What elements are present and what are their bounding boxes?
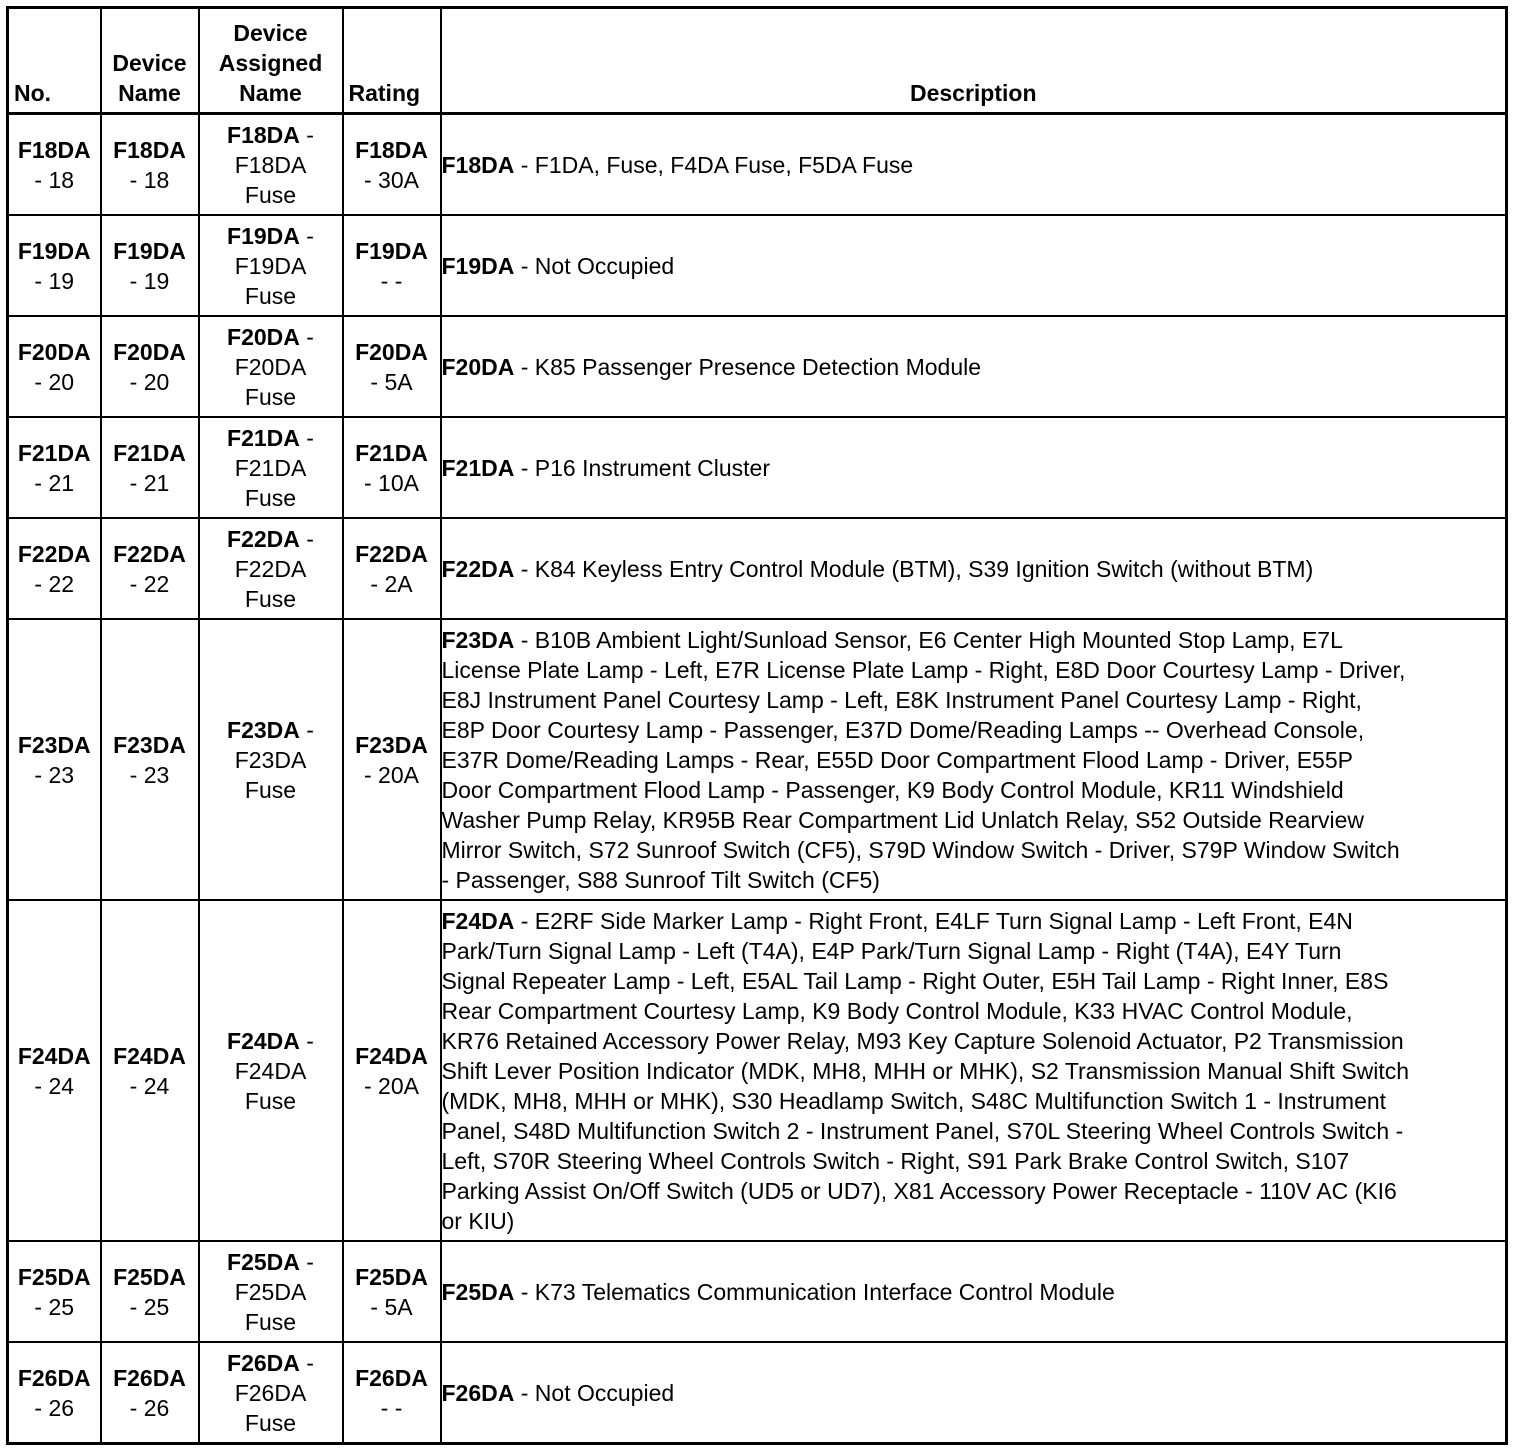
table-row	[8, 316, 1507, 417]
cell-description: F24DA - E2RF Side Marker Lamp - Right Front, E4LF Turn Signal Lamp - Left Front, E4N Park/Turn Signal Lamp - Left (T4A), E4P Park/Turn Signal Lamp - Right (T4A), E4Y Turn Signal Repeater Lamp - Left, E5AL Tail Lamp - Right Outer, E5H Tail Lamp - Right Inner, E8S Rear Compartment Courtesy Lamp, K9 Body Control Module, K33 HVAC Control Module, KR76 Retained Accessory Power Relay, M93 Key Capture Solenoid Actuator, P2 Transmission Shift Lever Position Indicator (MDK, MH8, MHH or MHK), S2 Transmission Manual Shift Switch (MDK, MH8, MHH or MHK), S30 Headlamp Switch, S48C Multifunction Switch 1 - Instrument Panel, S48D Multifunction Switch 2 - Instrument Panel, S70L Steering Wheel Controls Switch - Left, S70R Steering Wheel Controls Switch - Right, S91 Park Brake Control Switch, S107 Parking Assist On/Off Switch (UD5 or UD7), X81 Accessory Power Receptacle - 110V AC (KI6 or KIU)	[441, 900, 1507, 1241]
cell-assigned-name: F19DA - F19DA Fuse	[199, 215, 343, 316]
cell-description: F21DA - P16 Instrument Cluster	[441, 417, 1507, 518]
table-header	[8, 8, 1507, 114]
cell-description: F20DA - K85 Passenger Presence Detection Module	[441, 316, 1507, 417]
cell-device-name: F24DA - 24	[101, 900, 199, 1241]
cell-device-name: F23DA - 23	[101, 619, 199, 900]
cell-rating: F25DA - 5A	[343, 1241, 441, 1342]
table-row	[8, 619, 1507, 900]
cell-rating: F18DA - 30A	[343, 114, 441, 216]
cell-assigned-name: F22DA - F22DA Fuse	[199, 518, 343, 619]
table-row	[8, 215, 1507, 316]
cell-assigned-name: F18DA - F18DA Fuse	[199, 114, 343, 216]
cell-description: F23DA - B10B Ambient Light/Sunload Sensor, E6 Center High Mounted Stop Lamp, E7L License Plate Lamp - Left, E7R License Plate Lamp - Right, E8D Door Courtesy Lamp - Driver, E8J Instrument Panel Courtesy Lamp - Left, E8K Instrument Panel Courtesy Lamp - Right, E8P Door Courtesy Lamp - Passenger, E37D Dome/Reading Lamps -- Overhead Console, E37R Dome/Reading Lamps - Rear, E55D Door Compartment Flood Lamp - Driver, E55P Door Compartment Flood Lamp - Passenger, K9 Body Control Module, KR11 Windshield Washer Pump Relay, KR95B Rear Compartment Lid Unlatch Relay, S52 Outside Rearview Mirror Switch, S72 Sunroof Switch (CF5), S79D Window Switch - Driver, S79P Window Switch - Passenger, S88 Sunroof Tilt Switch (CF5)	[441, 619, 1507, 900]
cell-rating: F21DA - 10A	[343, 417, 441, 518]
cell-rating: F19DA - -	[343, 215, 441, 316]
cell-device-name: F19DA - 19	[101, 215, 199, 316]
cell-assigned-name: F20DA - F20DA Fuse	[199, 316, 343, 417]
header-rating: Rating	[343, 8, 441, 114]
fuse-table	[6, 6, 1508, 1445]
cell-assigned-name: F23DA - F23DA Fuse	[199, 619, 343, 900]
cell-assigned-name: F24DA - F24DA Fuse	[199, 900, 343, 1241]
cell-rating: F24DA - 20A	[343, 900, 441, 1241]
table-row	[8, 518, 1507, 619]
cell-device-name: F22DA - 22	[101, 518, 199, 619]
cell-rating: F26DA - -	[343, 1342, 441, 1444]
cell-rating: F20DA - 5A	[343, 316, 441, 417]
cell-device-name: F25DA - 25	[101, 1241, 199, 1342]
cell-device-name: F18DA - 18	[101, 114, 199, 216]
cell-device-name: F21DA - 21	[101, 417, 199, 518]
cell-description: F18DA - F1DA, Fuse, F4DA Fuse, F5DA Fuse	[441, 114, 1507, 216]
cell-description: F19DA - Not Occupied	[441, 215, 1507, 316]
table-row	[8, 1241, 1507, 1342]
cell-description: F26DA - Not Occupied	[441, 1342, 1507, 1444]
cell-no: F18DA - 18	[8, 114, 101, 216]
cell-no: F26DA - 26	[8, 1342, 101, 1444]
cell-no: F22DA - 22	[8, 518, 101, 619]
cell-no: F20DA - 20	[8, 316, 101, 417]
cell-no: F23DA - 23	[8, 619, 101, 900]
cell-device-name: F20DA - 20	[101, 316, 199, 417]
header-device-name: Device Name	[101, 8, 199, 114]
cell-no: F21DA - 21	[8, 417, 101, 518]
cell-device-name: F26DA - 26	[101, 1342, 199, 1444]
cell-no: F19DA - 19	[8, 215, 101, 316]
table-row	[8, 114, 1507, 216]
header-no: No.	[8, 8, 101, 114]
header-row	[8, 8, 1507, 114]
cell-description: F22DA - K84 Keyless Entry Control Module (BTM), S39 Ignition Switch (without BTM)	[441, 518, 1507, 619]
cell-description: F25DA - K73 Telematics Communication Interface Control Module	[441, 1241, 1507, 1342]
header-device-assigned-name: Device Assigned Name	[199, 8, 343, 114]
cell-assigned-name: F25DA - F25DA Fuse	[199, 1241, 343, 1342]
cell-no: F25DA - 25	[8, 1241, 101, 1342]
cell-assigned-name: F26DA - F26DA Fuse	[199, 1342, 343, 1444]
table-row	[8, 1342, 1507, 1444]
cell-assigned-name: F21DA - F21DA Fuse	[199, 417, 343, 518]
table-row	[8, 900, 1507, 1241]
cell-rating: F22DA - 2A	[343, 518, 441, 619]
cell-rating: F23DA - 20A	[343, 619, 441, 900]
header-description: Description	[441, 8, 1507, 114]
table-body	[8, 114, 1507, 1444]
table-row	[8, 417, 1507, 518]
cell-no: F24DA - 24	[8, 900, 101, 1241]
